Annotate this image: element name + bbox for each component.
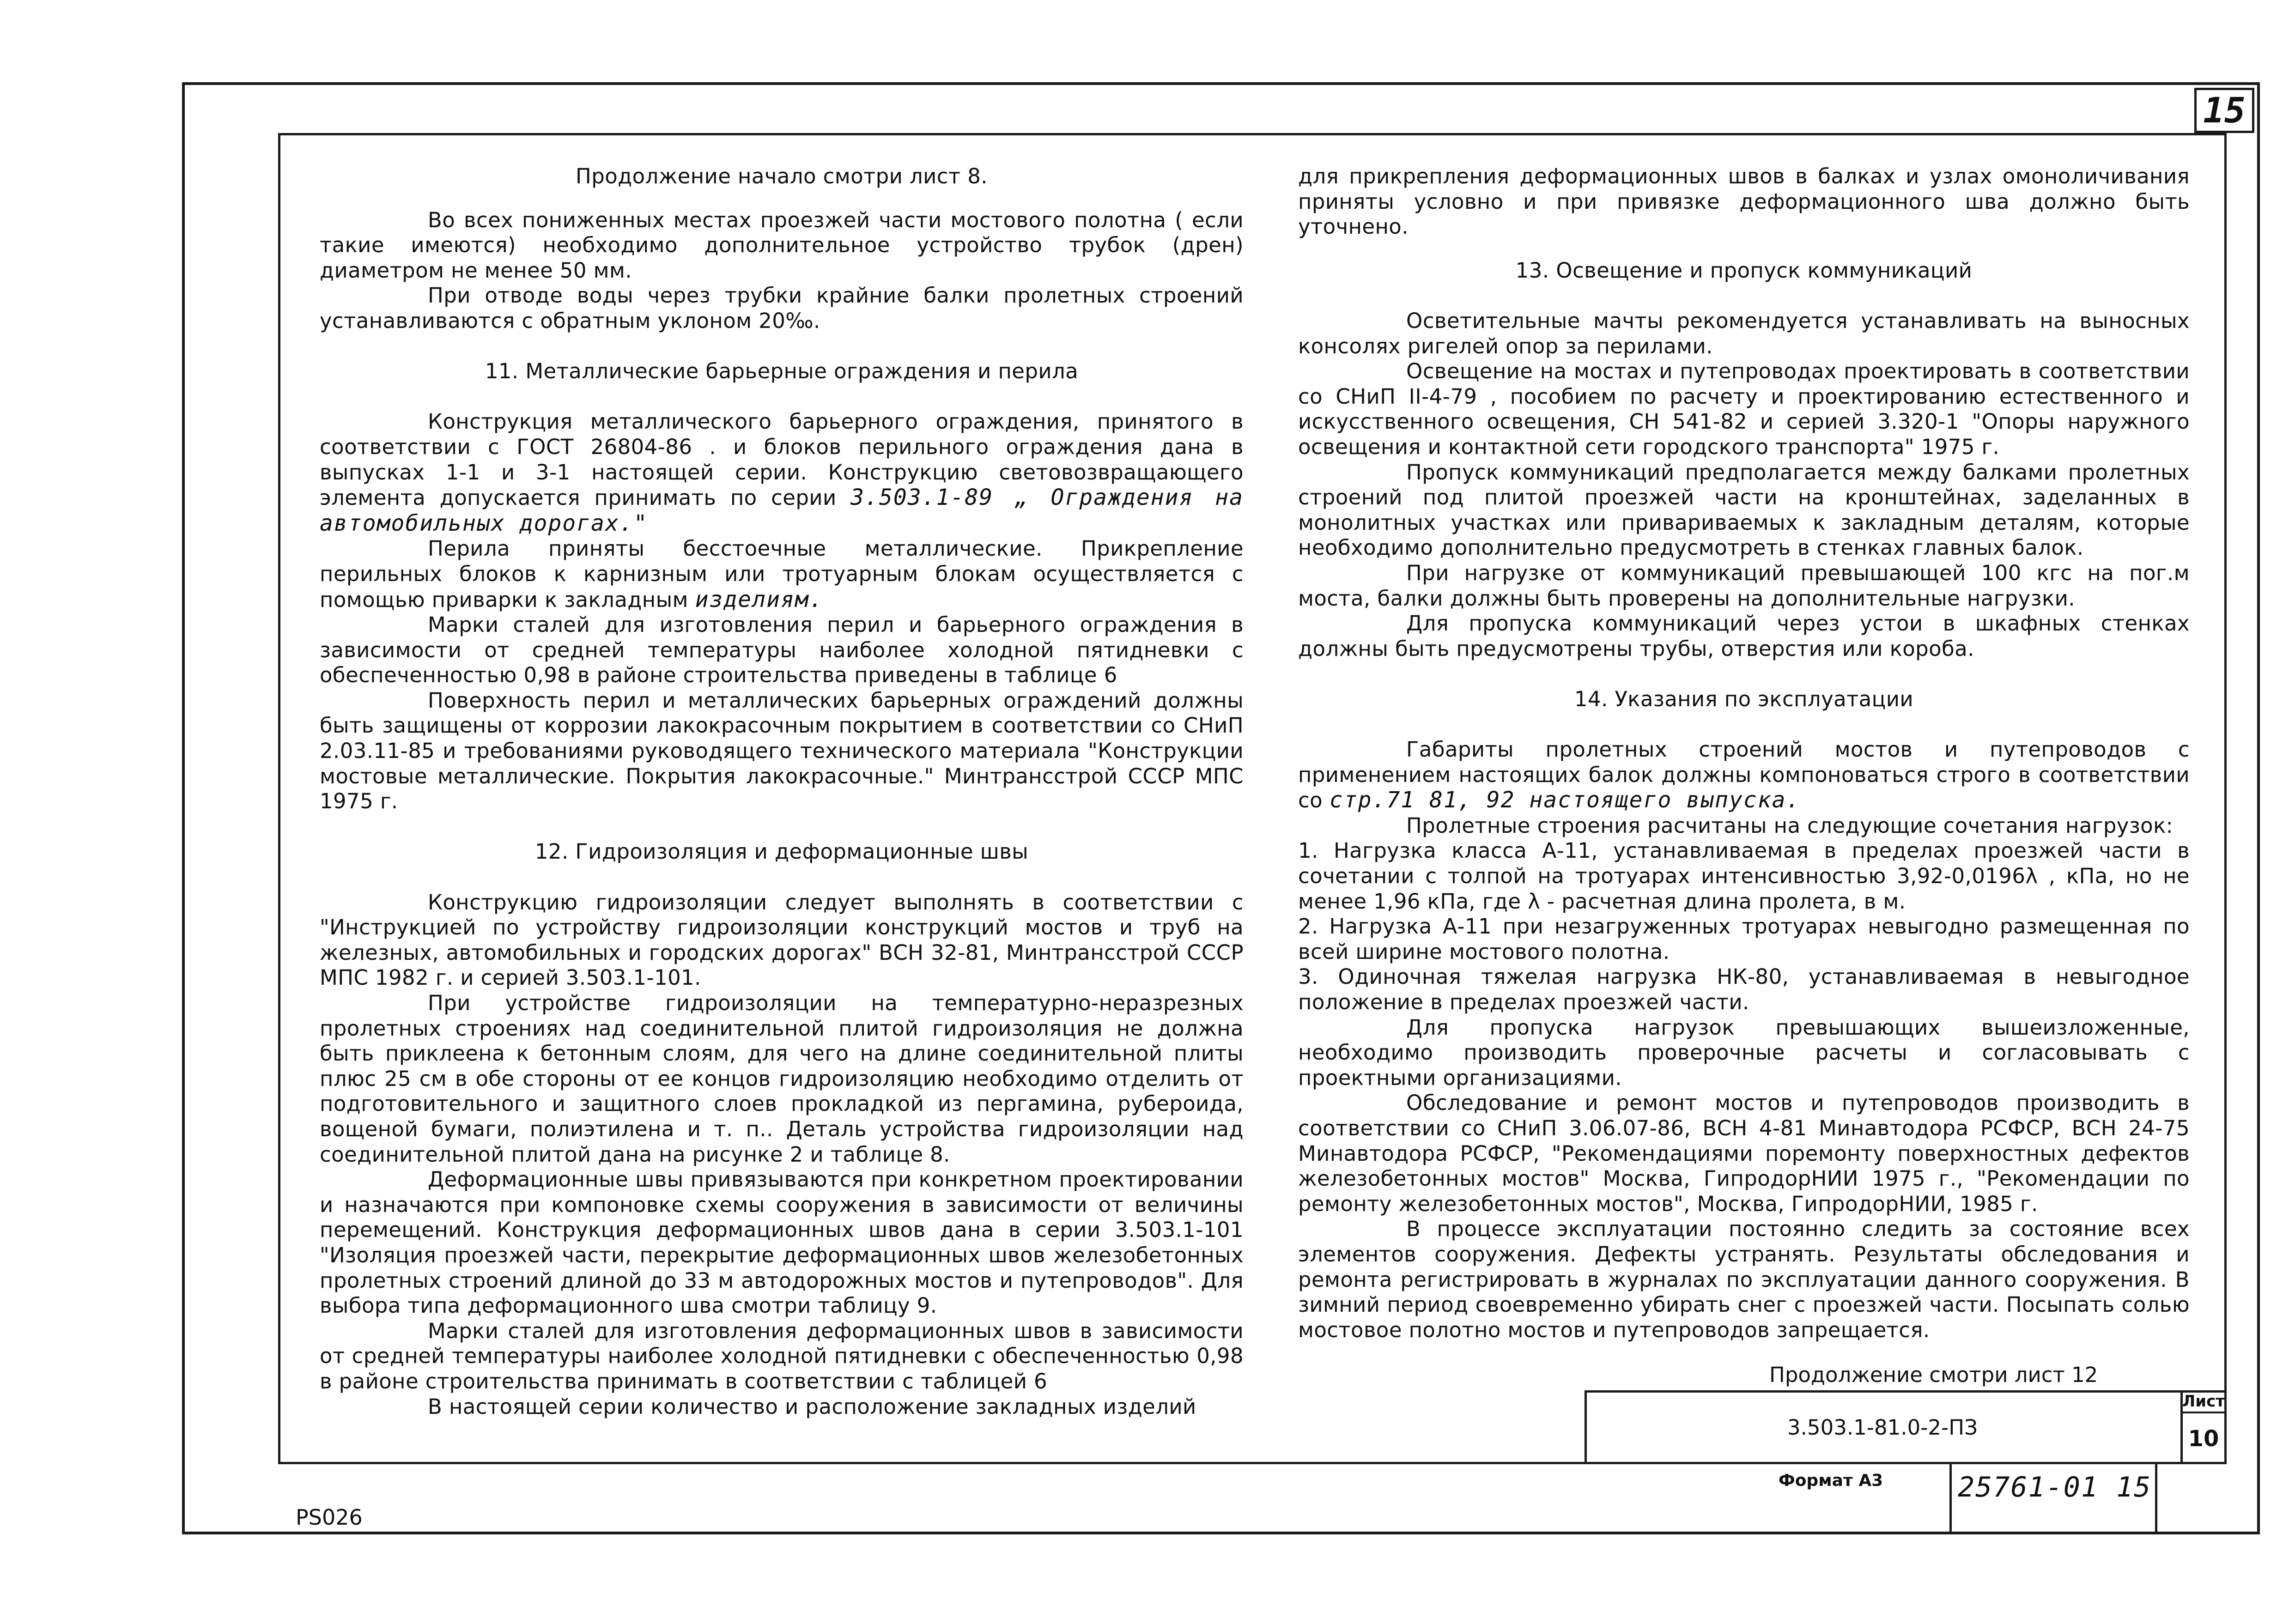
paragraph: Освещение на мостах и путепроводах проектировать в соответствии со СНиП II-4-79 , пособием по расчету и проектированию естественного и искусственного освещения, СН 541-82 и серией 3.320-1 "Опоры наружного освещения и контактной сети городского транспорта" 1975 г. — [1298, 359, 2190, 459]
paragraph: В настоящей серии количество и расположение закладных изделий — [428, 1394, 1196, 1419]
document-code: 3.503.1-81.0-2-ПЗ — [1787, 1415, 1978, 1440]
list-item: 3. Одиночная тяжелая нагрузка НК-80, устанавливаемая в невыгодное положение в пределах проезжей части. — [1298, 964, 2190, 1014]
right-column — [1298, 164, 2190, 1343]
paragraph: Марки сталей для изготовления деформационных швов в зависимости от средней температуры наиболее холодной пятидневки с обеспеченностью 0,98 в районе строительства принимать в соответствии с таблицей 6 — [320, 1318, 1244, 1394]
paragraph: Поверхность перил и металлических барьерных ограждений должны быть защищены от коррозии лакокрасочным покрытием в соответствии со СНиП 2.03.11-85 и требованиями руководящего технического материала "Конструкции мостовые металлические. Покрытия лакокрасочные." Минтрансстрой СССР МПС 1975 г. — [320, 688, 1244, 814]
paragraph — [1298, 737, 2190, 813]
list-item: 2. Нагрузка А-11 при незагруженных тротуарах невыгодно размещенная по всей ширине мостового полотна. — [1298, 914, 2190, 964]
paragraph — [320, 536, 1244, 612]
list-item: 1. Нагрузка класса А-11, устанавливаемая в пределах проезжей части в сочетании с толпой на тротуарах интенсивностью 3,92-0,0196λ , кПа, но не менее 1,96 кПа, где λ - расчетная длина пролета, в м. — [1298, 838, 2190, 914]
paragraph: Пролетные строения расчитаны на следующие сочетания нагрузок: — [1406, 813, 2174, 838]
continuation-note: Продолжение смотри лист 12 — [1769, 1363, 2098, 1387]
continuation-title: Продолжение начало смотри лист 8. — [576, 164, 988, 188]
handwritten-insert: изделиям. — [695, 586, 824, 612]
paragraph-text: Перила приняты бесстоечные металлические. Прикрепление перильных блоков к карнизным или тротуарным блокам осуществляется с помощью приварки к закладным — [320, 536, 1244, 612]
sheet-cell-number: 10 — [2188, 1426, 2219, 1452]
sheet-number: 15 — [2194, 88, 2254, 133]
paragraph: Конструкцию гидроизоляции следует выполнять в соответствии с "Инструкцией по устройству гидроизоляции конструкций мостов и труб на железных, автомобильных и городских дорогах" ВСН 32-81, Минтрансстрой СССР МПС 1982 г. и серией 3.503.1-101. — [320, 890, 1244, 990]
paragraph: В процессе эксплуатации постоянно следить за состояние всех элементов сооружения. Дефекты устранять. Результаты обследования и ремонта регистрировать в журналах по эксплуатации данного сооружения. В зимний период своевременно убирать снег с проезжей части. Посыпать солью мостовое полотно мостов и путепроводов запрещается. — [1298, 1217, 2190, 1342]
paragraph: Пропуск коммуникаций предполагается между балками пролетных строений под плитой проезжей части на кронштейнах, заделанных в монолитных участках или привариваемых к закладным деталям, которые необходимо дополнительно предусмотреть в стенках главных балок. — [1298, 460, 2190, 560]
paragraph: При устройстве гидроизоляции на температурно-неразрезных пролетных строениях над соединительной плитой гидроизоляция не должна быть приклеена к бетонным слоям, для чего на длине соединительной плиты плюс 25 см в обе стороны от ее концов гидроизоляцию необходимо отделить от подготовительного и защитного слоев прокладкой из пергамина, рубероида, вощеной бумаги, полиэтилена и т. п.. Деталь устройства гидроизоляции над соединительной плитой дана на рисунке 2 и таблице 8. — [320, 991, 1244, 1167]
format-label: Формат А3 — [1779, 1471, 1883, 1490]
paragraph: Для пропуска нагрузок превышающих вышеизложенные, необходимо производить проверочные расчеты и согласовывать с проектными организациями. — [1298, 1015, 2190, 1090]
paragraph — [320, 409, 1244, 536]
paragraph: При отводе воды через трубки крайние балки пролетных строений устанавливаются с обратным уклоном 20‰. — [320, 283, 1244, 333]
sheet-label: Лист — [2180, 1391, 2227, 1413]
corner-code: PS026 — [296, 1505, 363, 1530]
paragraph: При нагрузке от коммуникаций превышающей 100 кгс на пог.м моста, балки должны быть проверены на дополнительные нагрузки. — [1298, 560, 2190, 611]
paragraph: Деформационные швы привязываются при конкретном проектировании и назначаются при компоновке схемы сооружения в зависимости от величины перемещений. Конструкция деформационных швов дана в серии 3.503.1-101 "Изоляция проезжей части, перекрытие деформационных швов железобетонных пролетных строений длиной до 33 м автодорожных мостов и путепроводов". Для выбора типа деформационного шва смотри таблицу 9. — [320, 1167, 1244, 1318]
paragraph: Обследование и ремонт мостов и путепроводов производить в соответствии со СНиП 3.06.07-86, ВСН 4-81 Минавтодора РСФСР, ВСН 24-75 Минавтодора РСФСР, "Рекомендациями поремонту поверхностных дефектов железобетонных мостов" Москва, ГипродорНИИ 1975 г., "Рекомендации по ремонту железобетонных мостов", Москва, ГипродорНИИ, 1985 г. — [1298, 1091, 2190, 1216]
paragraph: Во всех пониженных местах проезжей части мостового полотна ( если такие имеются) необходимо дополнительное устройство трубок (дрен) диаметром не менее 50 мм. — [320, 207, 1244, 283]
section-heading-13: 13. Освещение и пропуск коммуникаций — [1515, 258, 1973, 283]
paragraph: Осветительные мачты рекомендуется устанавливать на выносных консолях ригелей опор за перилами. — [1298, 308, 2190, 358]
section-heading-11: 11. Металлические барьерные ограждения и перила — [485, 359, 1079, 384]
section-heading-14: 14. Указания по эксплуатации — [1574, 686, 1913, 711]
paragraph-text: Габариты пролетных строений мостов и путепроводов с применением настоящих балок должны компоноваться строго в соответствии со — [1298, 737, 2190, 813]
paragraph-text: Конструкция металлического барьерного ограждения, принятого в соответствии с ГОСТ 26804-86 . и блоков перильного ограждения дана в выпусках 1-1 и 3-1 настоящей серии. Конструкцию световозвращающего элемента допускается принимать по серии — [320, 409, 1244, 510]
paragraph: Марки сталей для изготовления перил и барьерного ограждения в зависимости от средней температуры наиболее холодной пятидневки с обеспеченностью 0,98 в районе строительства приведены в таблице 6 — [320, 612, 1244, 688]
inventory-number: 25761-01 15 — [1958, 1471, 2152, 1503]
paragraph: Для пропуска коммуникаций через устои в шкафных стенках должны быть предусмотрены трубы, отверстия или короба. — [1298, 611, 2190, 661]
paragraph: для прикрепления деформационных швов в балках и узлах омоноличивания приняты условно и при привязке деформационного шва должно быть уточнено. — [1298, 164, 2190, 239]
section-heading-12: 12. Гидроизоляция и деформационные швы — [534, 839, 1029, 864]
left-column — [320, 164, 1244, 1419]
handwritten-insert: 3.503.1-89 „ Ограждения на автомобильных дорогах." — [320, 485, 1244, 536]
handwritten-insert: стр.71 81, 92 настоящего выпуска. — [1329, 787, 1801, 813]
